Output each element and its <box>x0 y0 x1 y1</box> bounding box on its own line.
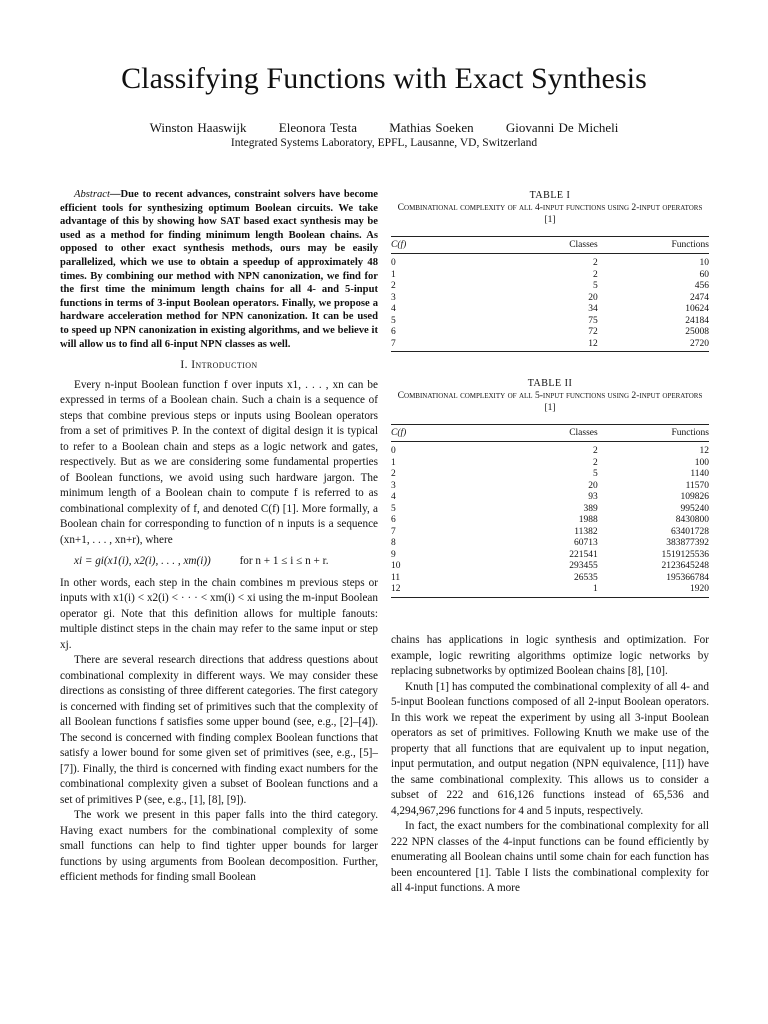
table-cell: 24184 <box>685 315 709 326</box>
table-cell: 4 <box>391 492 396 502</box>
table-cell: 11382 <box>574 526 598 537</box>
table-row <box>391 527 709 539</box>
table-cell: 4 <box>391 304 396 314</box>
table-cell: 6 <box>391 327 396 337</box>
table-cell: 25008 <box>685 327 709 337</box>
table-cell: 63401728 <box>671 526 709 537</box>
author-list <box>0 120 768 136</box>
table-cell: 7 <box>391 339 518 352</box>
table-cell: 5 <box>592 469 598 479</box>
table-cell: 221541 <box>569 549 598 560</box>
table-cell: 5 <box>592 281 598 291</box>
table-cell: 93 <box>588 492 598 502</box>
table-cell: 1988 <box>578 515 598 525</box>
table-cell: 1140 <box>690 469 709 479</box>
table-cell: 2474 <box>690 292 709 303</box>
affiliation: Integrated Systems Laboratory, EPFL, Lausanne, VD, Switzerland <box>230 137 538 149</box>
table-row <box>391 538 709 550</box>
table-row <box>391 293 709 305</box>
section-number: I. <box>180 359 188 372</box>
table-cell: 195366784 <box>666 572 709 583</box>
table-row <box>391 515 709 527</box>
body-paragraph: In fact, the exact numbers for the combinational complexity for all 222 NPN classes of the 4-input functions can be found efficiently by enumerating all Boolean chains until some chain for each function has been encountered [1]. Table I lists the combinational complexity for all 4-input functions. A more <box>391 820 709 894</box>
table-caption: Combinational complexity of all 4-input functions using 2-input operators [1] <box>397 202 703 225</box>
table-row <box>391 442 709 458</box>
table-cell: 2720 <box>598 339 709 352</box>
header-cell: Functions <box>598 237 709 254</box>
table-row <box>391 504 709 516</box>
table-label: TABLE II <box>527 378 573 389</box>
table-cell: 2 <box>391 469 396 479</box>
table-cell: 5 <box>391 315 396 326</box>
table-cell: 6 <box>391 515 396 525</box>
abstract-text: —Due to recent advances, constraint solvers have become efficient tools for synthesizing optimum Boolean circuits. We take advantage of this by showing how SAT based exact synthesis may be used as a method for finding minimum length Boolean chains. As opposed to other exact synthesis methods, ours may be easily parallelized, which we use to obtain a speedup of approximately 48 times. By combining our method with NPN canonization, we find for the first time the minimum length chains for all 4- and 5-input functions in terms of 3-input Boolean operators. Finally, we propose a hardware acceleration method for NPN canonization. It can be used to speed up NPN canonization in existing algorithms, and we believe it will allow us to find all 6-input NPN classes as well. <box>60 189 378 350</box>
table-cell: 26535 <box>573 572 598 583</box>
table-row <box>391 492 709 504</box>
table-cell: 2123645248 <box>661 561 709 571</box>
table-cell: 75 <box>588 315 598 326</box>
table-cell: 2 <box>592 258 598 268</box>
data-table <box>391 424 709 598</box>
table-row <box>391 316 709 328</box>
table-cell: 12 <box>391 584 518 597</box>
table-cell: 60 <box>699 269 709 280</box>
right-column <box>391 633 709 897</box>
table-cell: 389 <box>583 503 598 514</box>
table-cell: 995240 <box>680 503 709 514</box>
table-row <box>391 561 709 573</box>
table-row <box>391 481 709 493</box>
table-cell: 34 <box>588 304 598 314</box>
body-paragraph: There are several research directions that address questions about combinational complexity in different ways. We may consider these directions as consisting of three different categories. The first category is concerned with finding set of primitives such that the complexity of all Boolean functions f satisfies some upper bound (see, e.g., [2]–[4]). The second is concerned with finding complex Boolean functions that satisfy a lower bound for some given set of primitives (see, e.g., [5]–[7]). Finally, the third is concerned with finding exact numbers for the combinational complexity given a subset of Boolean functions and a set of primitives P (see, e.g., [1], [8], [9]). <box>60 654 378 806</box>
table-cell: 456 <box>694 281 709 291</box>
equation-body: xi = gi(x1(i), x2(i), . . . , xm(i)) <box>74 555 211 568</box>
table-row <box>391 304 709 316</box>
header-cell: Classes <box>518 237 598 254</box>
table-cell: 2 <box>592 446 598 456</box>
table-cell: 3 <box>391 292 396 303</box>
body-paragraph: In other words, each step in the chain combines m previous steps or inputs with x1(i) < x2(i) < · · · < xm(i) < xi using the m-input Boolean operator gi. Note that this definition allows for multiple fanouts: multiple distinct steps in the chain may refer to the same input or step xj. <box>60 576 378 651</box>
table-cell: 10 <box>391 561 401 571</box>
table-cell: 11 <box>391 572 401 583</box>
table-1 <box>391 190 709 352</box>
author: Eleonora Testa <box>278 120 357 135</box>
data-table <box>391 236 709 352</box>
table-caption: Combinational complexity of all 5-input functions using 2-input operators [1] <box>397 390 703 413</box>
table-header-row <box>391 425 709 442</box>
table-cell: 0 <box>391 446 396 456</box>
table-cell: 10624 <box>685 304 709 314</box>
header-cell: Classes <box>518 425 598 442</box>
header-cell: C(f) <box>391 237 518 254</box>
table-cell: 20 <box>588 292 598 303</box>
table-cell: 72 <box>588 327 598 337</box>
table-cell: 383877392 <box>666 538 709 548</box>
table-row <box>391 458 709 470</box>
table-cell: 1 <box>391 457 396 468</box>
equation <box>60 554 378 570</box>
table-cell: 11570 <box>685 480 709 491</box>
table-cell: 60713 <box>573 538 598 548</box>
abstract <box>60 188 378 351</box>
table-2 <box>391 378 709 598</box>
table-row <box>391 584 709 597</box>
table-header-row <box>391 237 709 254</box>
paper-title: Classifying Functions with Exact Synthesis <box>121 62 647 95</box>
table-cell: 0 <box>391 258 396 268</box>
abstract-label: Abstract <box>74 189 110 200</box>
table-cell: 1920 <box>598 584 709 597</box>
table-cell: 1 <box>391 269 396 280</box>
table-cell: 5 <box>391 503 396 514</box>
left-column <box>60 188 378 886</box>
table-cell: 12 <box>518 339 598 352</box>
header-cell: Functions <box>598 425 709 442</box>
table-cell: 2 <box>592 457 598 468</box>
table-row <box>391 270 709 282</box>
table-cell: 100 <box>694 457 709 468</box>
section-heading <box>60 358 378 374</box>
section-title: Introduction <box>191 359 258 372</box>
table-cell: 1 <box>518 584 598 597</box>
table-cell: 20 <box>588 480 598 491</box>
body-paragraph: chains has applications in logic synthesis and optimization. For example, logic rewriting algorithms optimize logic networks by replacing subnetworks by optimized Boolean chains [8], [10]. <box>391 634 709 677</box>
table-cell: 109826 <box>680 492 709 502</box>
table-row <box>391 254 709 270</box>
table-cell: 3 <box>391 480 396 491</box>
table-row <box>391 469 709 481</box>
table-cell: 2 <box>592 269 598 280</box>
table-cell: 9 <box>391 549 396 560</box>
table-cell: 8430800 <box>675 515 709 525</box>
table-row <box>391 281 709 293</box>
table-cell: 1519125536 <box>661 549 709 560</box>
author: Giovanni De Micheli <box>505 120 619 135</box>
table-cell: 293455 <box>569 561 598 571</box>
equation-condition: for n + 1 ≤ i ≤ n + r. <box>239 555 329 568</box>
table-row <box>391 327 709 339</box>
table-cell: 8 <box>391 538 396 548</box>
table-row <box>391 550 709 562</box>
table-row <box>391 573 709 585</box>
header-cell: C(f) <box>391 425 518 442</box>
table-cell: 10 <box>699 258 709 268</box>
table-cell: 2 <box>391 281 396 291</box>
body-paragraph: The work we present in this paper falls into the third category. Having exact numbers for the combinational complexity of some small functions can help to find tighter upper bounds for larger functions by using arguments from Boolean decomposition. Further, efficient methods for finding small Boolean <box>60 809 378 884</box>
table-row <box>391 339 709 352</box>
body-paragraph: Knuth [1] has computed the combinational complexity of all 4- and 5-input Boolean functions composed of all 2-input Boolean operators. In this work we repeat the experiment by using all 3-input Boolean operators as set of primitives. Following Knuth we make use of the property that all functions that are equivalent up to input negation, input permutation, and output negation (NPN equivalence, [11]) have the same combinational complexity. This allows us to consider a subset of 222 and 616,126 functions instead of 65,536 and 4,294,967,296 functions for 4 and 5 inputs, respectively. <box>391 680 709 817</box>
author: Mathias Soeken <box>389 120 474 135</box>
table-cell: 12 <box>699 446 709 456</box>
table-label: TABLE I <box>529 190 571 201</box>
body-paragraph: Every n-input Boolean function f over inputs x1, . . . , xn can be expressed in terms of a Boolean chain. Such a chain is a sequence of steps that combine previous steps or inputs using Boolean operators from a set of primitives P. In the context of digital design it is typical to refer to a Boolean chain and steps as a logic network and gates, respectively. But as we are considering some fundamental properties of Boolean functions, we avoid using such hardware jargon. The minimum length of a Boolean chain to compute f is referred to as combinational complexity of f, and denoted C(f) [1]. More formally, a Boolean chain for corresponding to function of n inputs is a sequence (xn+1, . . . , xn+r), where <box>60 378 378 546</box>
author: Winston Haaswijk <box>149 120 247 135</box>
table-cell: 7 <box>391 526 396 537</box>
